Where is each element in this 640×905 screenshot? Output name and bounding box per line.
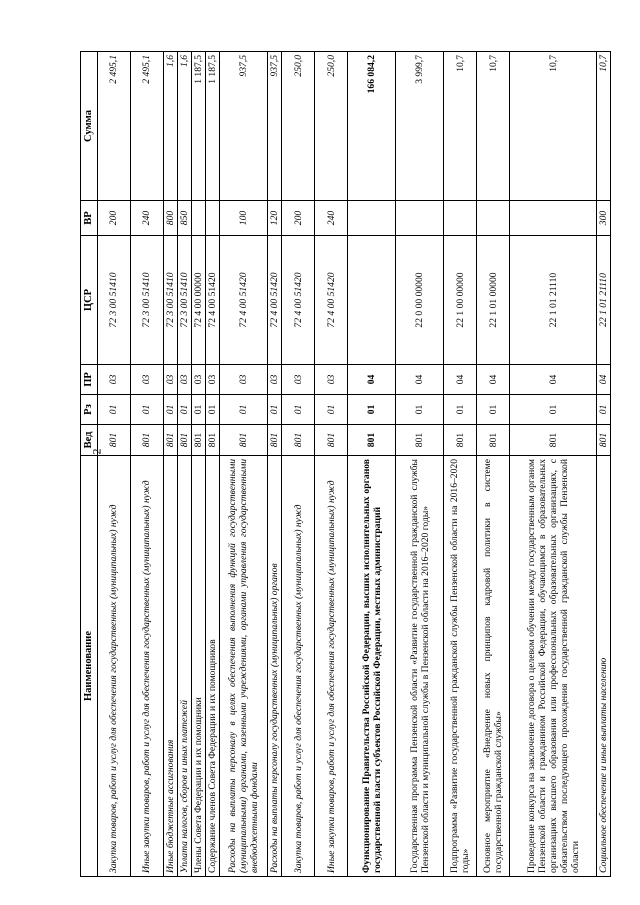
row-name: Уплата налогов, сборов и иных платежей [178, 456, 192, 877]
row-sum: 10,7 [510, 52, 597, 201]
row-csr: 22 1 01 21110 [597, 236, 611, 365]
row-pr: 03 [220, 365, 268, 395]
row-rz: 01 [131, 395, 164, 425]
row-csr [348, 236, 396, 365]
row-ved: 801 [98, 425, 131, 456]
row-pr: 03 [164, 365, 178, 395]
row-name: Проведение конкурса на заключение договора о целевом обучении между государственным органом Пензенской области и гражданином Российской Федерации, обучающимся в образовательных организациях высшего образования или профессиональных образовательных организациях, с обязательством последующего прохождения государственной гражданской службы Пензенской области [510, 456, 597, 877]
row-sum: 2 495,1 [131, 52, 164, 201]
row-pr: 04 [348, 365, 396, 395]
row-pr: 03 [192, 365, 206, 395]
row-csr: 72 3 00 51410 [98, 236, 131, 365]
row-ved: 801 [477, 425, 510, 456]
row-name: Закупка товаров, работ и услуг для обеспечения государственных (муниципальных) нужд [98, 456, 131, 877]
row-name: Содержание членов Совета Федерации и их помощников [206, 456, 220, 877]
table-row [510, 52, 597, 877]
row-ved: 801 [192, 425, 206, 456]
header-csr: ЦСР [81, 236, 98, 365]
row-ved: 801 [282, 425, 315, 456]
row-vr [348, 201, 396, 236]
row-ved: 801 [444, 425, 477, 456]
table-row [282, 52, 315, 877]
row-name: Основное мероприятие «Внедрение новых принципов кадровой политики в системе государственной гражданской службы» [477, 456, 510, 877]
table-row [597, 52, 611, 877]
table-row [348, 52, 396, 877]
row-sum: 10,7 [597, 52, 611, 201]
row-rz: 01 [477, 395, 510, 425]
row-pr: 03 [131, 365, 164, 395]
budget-table [80, 51, 611, 877]
row-rz: 01 [206, 395, 220, 425]
row-ved: 801 [164, 425, 178, 456]
row-name: Расходы на выплаты персоналу государственных (муниципальных) органов [268, 456, 282, 877]
row-sum: 250,0 [282, 52, 315, 201]
row-name: Иные закупки товаров, работ и услуг для обеспечения государственных (муниципальных) нужд [315, 456, 348, 877]
row-sum: 1 187,5 [192, 52, 206, 201]
row-vr [477, 201, 510, 236]
row-ved: 801 [178, 425, 192, 456]
row-pr: 03 [98, 365, 131, 395]
row-rz: 01 [178, 395, 192, 425]
row-name: Функционирование Правительства Российской Федерации, высших исполнительных органов государственной власти субъектов Российской Федерации, местных администраций [348, 456, 396, 877]
header-sum: Сумма [81, 52, 98, 201]
row-name: Иные закупки товаров, работ и услуг для обеспечения государственных (муниципальных) нужд [131, 456, 164, 877]
row-csr: 22 1 01 21110 [510, 236, 597, 365]
table-row [477, 52, 510, 877]
table-row [396, 52, 444, 877]
row-csr: 72 3 00 51410 [131, 236, 164, 365]
row-rz: 01 [510, 395, 597, 425]
row-ved: 801 [510, 425, 597, 456]
row-sum: 166 084,2 [348, 52, 396, 201]
table-row [268, 52, 282, 877]
table-row [206, 52, 220, 877]
header-vr: ВР [81, 201, 98, 236]
row-rz: 01 [98, 395, 131, 425]
row-ved: 801 [206, 425, 220, 456]
row-rz: 01 [282, 395, 315, 425]
row-pr: 03 [178, 365, 192, 395]
header-pr: ПР [81, 365, 98, 395]
row-pr: 04 [396, 365, 444, 395]
row-vr: 200 [282, 201, 315, 236]
row-csr: 72 4 00 51420 [315, 236, 348, 365]
table-row [98, 52, 131, 877]
row-pr: 03 [282, 365, 315, 395]
row-csr: 72 4 00 51420 [220, 236, 268, 365]
row-ved: 801 [348, 425, 396, 456]
row-sum: 1,6 [164, 52, 178, 201]
header-rz: Рз [81, 395, 98, 425]
row-sum: 250,0 [315, 52, 348, 201]
row-vr: 120 [268, 201, 282, 236]
row-vr: 240 [315, 201, 348, 236]
row-csr: 22 0 00 00000 [396, 236, 444, 365]
row-vr [396, 201, 444, 236]
row-ved: 801 [396, 425, 444, 456]
row-vr: 200 [98, 201, 131, 236]
row-rz: 01 [220, 395, 268, 425]
row-ved: 801 [131, 425, 164, 456]
row-name: Государственная программа Пензенской области «Развитие государственной гражданской службы Пензенской области и муниципальной службы в Пензенской области на 2016–2020 годы» [396, 456, 444, 877]
row-ved: 801 [268, 425, 282, 456]
row-name: Закупка товаров, работ и услуг для обеспечения государственных (муниципальных) нужд [282, 456, 315, 877]
row-csr: 22 1 01 00000 [477, 236, 510, 365]
row-sum: 2 495,1 [98, 52, 131, 201]
row-sum: 3 999,7 [396, 52, 444, 201]
row-vr: 800 [164, 201, 178, 236]
row-pr: 04 [444, 365, 477, 395]
row-name: Иные бюджетные ассигнования [164, 456, 178, 877]
row-ved: 801 [597, 425, 611, 456]
row-vr [510, 201, 597, 236]
row-vr: 300 [597, 201, 611, 236]
row-rz: 01 [444, 395, 477, 425]
row-vr [192, 201, 206, 236]
header-name: Наименование [81, 456, 98, 877]
row-sum: 937,5 [220, 52, 268, 201]
row-sum: 10,7 [444, 52, 477, 201]
row-pr: 04 [510, 365, 597, 395]
row-csr: 22 1 00 00000 [444, 236, 477, 365]
row-vr: 850 [178, 201, 192, 236]
header-ved: Вед [81, 425, 98, 456]
row-pr: 03 [315, 365, 348, 395]
table-row [178, 52, 192, 877]
row-rz: 01 [597, 395, 611, 425]
row-sum: 10,7 [477, 52, 510, 201]
row-vr: 100 [220, 201, 268, 236]
row-vr [206, 201, 220, 236]
rotated-page-content [80, 52, 610, 877]
table-row [192, 52, 206, 877]
row-csr: 72 4 00 51420 [268, 236, 282, 365]
table-row [444, 52, 477, 877]
row-rz: 01 [192, 395, 206, 425]
page-number: 2 [89, 448, 104, 455]
row-vr [444, 201, 477, 236]
row-name: Социальное обеспечение и иные выплаты населению [597, 456, 611, 877]
table-row [131, 52, 164, 877]
row-rz: 01 [315, 395, 348, 425]
row-csr: 72 4 00 00000 [192, 236, 206, 365]
table-row [164, 52, 178, 877]
row-rz: 01 [396, 395, 444, 425]
row-csr: 72 4 00 51420 [282, 236, 315, 365]
row-csr: 72 3 00 51410 [164, 236, 178, 365]
row-rz: 01 [348, 395, 396, 425]
row-pr: 04 [477, 365, 510, 395]
row-ved: 801 [315, 425, 348, 456]
row-sum: 1 187,5 [206, 52, 220, 201]
row-rz: 01 [268, 395, 282, 425]
row-rz: 01 [164, 395, 178, 425]
row-csr: 72 4 00 51420 [206, 236, 220, 365]
row-csr: 72 3 00 51410 [178, 236, 192, 365]
row-sum: 1,6 [178, 52, 192, 201]
row-vr: 240 [131, 201, 164, 236]
row-ved: 801 [220, 425, 268, 456]
row-pr: 04 [597, 365, 611, 395]
table-header-row [81, 52, 98, 877]
row-sum: 937,5 [268, 52, 282, 201]
row-pr: 03 [206, 365, 220, 395]
table-row [315, 52, 348, 877]
row-pr: 03 [268, 365, 282, 395]
table-row [220, 52, 268, 877]
row-name: Члены Совета Федерации и их помощники [192, 456, 206, 877]
row-name: Расходы на выплаты персоналу в целях обеспечения выполнения функций государственными (муниципальными) органами, казенными учреждениями, органами управления государственными внебюджетными фондами [220, 456, 268, 877]
row-name: Подпрограмма «Развитие государственной гражданской службы Пензенской области на 2016–2020 годы» [444, 456, 477, 877]
